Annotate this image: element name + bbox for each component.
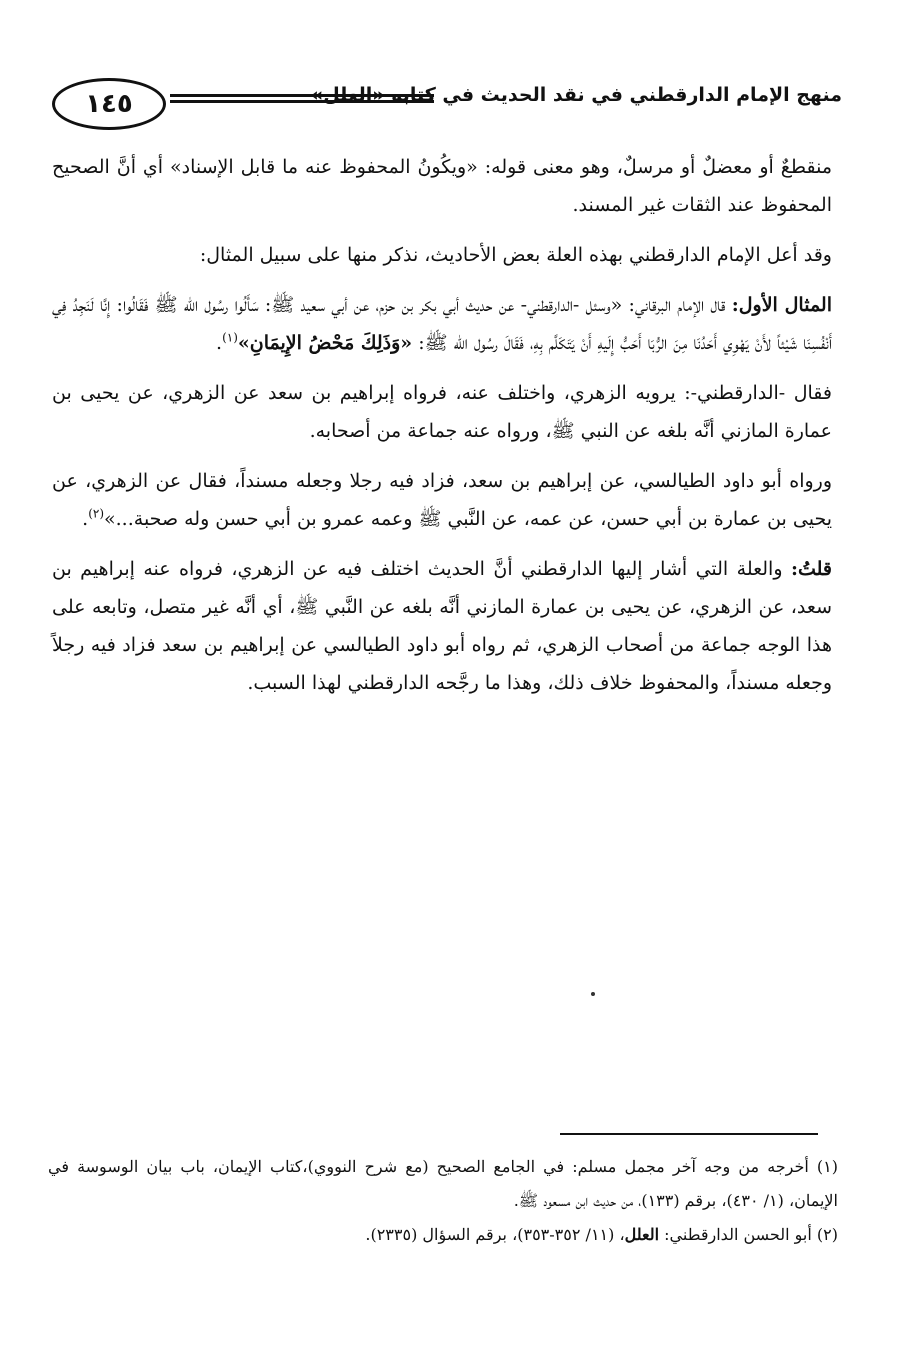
example-label: المثال الأول:: [731, 294, 833, 316]
paragraph-narration: [52, 462, 832, 538]
paragraph-text: والعلة التي أشار إليها الدارقطني أنَّ الحديث اختلف فيه عن الزهري، فرواه عنه إبراهيم بن سعد، عن الزهري، عن يحيى بن عمارة المازني أنَّه بلغه عن النَّبي ﷺ، أي أنَّه غير متصل، وتابعه على هذا الوجه جماعة من أصحاب الزهري، ثم رواه أبو داود الطيالسي عن إبراهيم بن سعد فزاد فيه رجلاً وجعله مسنداً، والمحفوظ خلاف ذلك، وهذا ما رجَّحه الدارقطني لهذا السبب.: [52, 558, 832, 694]
footnote-ref: (١): [222, 330, 238, 345]
paragraph: وقد أعل الإمام الدارقطني بهذه العلة بعض الأحاديث، نذكر منها على سبيل المثال:: [199, 244, 832, 266]
page-number: ١٤٥: [52, 78, 166, 130]
body-text: [52, 148, 832, 714]
page-header: [52, 70, 842, 130]
stray-dot: [591, 992, 595, 996]
footnote-text: (٢) أبو الحسن الدارقطني:: [659, 1225, 838, 1244]
footnote-ref: (٢): [88, 506, 105, 521]
paragraph-end: .: [82, 508, 89, 530]
book-title: العلل: [624, 1225, 660, 1244]
footnote-1: (١) أخرجه من وجه آخر مجمل مسلم: في الجامع الصحيح (مع شرح النووي)،كتاب الإيمان، باب بيان الوسوسة في الإيمان، (١/ ٤٣٠)، برقم (١٣٣)، من حديث ابن مسعود ﷺ.: [48, 1157, 838, 1210]
paragraph: فقال -الدارقطني-: يرويه الزهري، واختلف عنه، فرواه إبراهيم بن سعد عن الزهري، عن يحيى بن عمارة المازني أنَّه بلغه عن النبي ﷺ، ورواه عنه جماعة من أصحابه.: [52, 382, 832, 442]
footnote-2: [48, 1218, 838, 1252]
paragraph-example-one: [52, 286, 832, 362]
running-title: منهج الإمام الدارقطني في نقد الحديث في كتابه «العلل»: [310, 84, 842, 106]
paragraph: منقطعٌ أو معضلٌ أو مرسلٌ، وهو معنى قوله: «ويكُونُ المحفوظ عنه ما قابل الإسناد» أي أنَّ الصحيح المحفوظ عند الثقات غير المسند.: [52, 156, 832, 216]
paragraph-text: ورواه أبو داود الطيالسي، عن إبراهيم بن سعد، فزاد فيه رجلا وجعله مسنداً، فقال عن الزهري، عن يحيى بن عمارة بن أبي حسن، عن عمه، عن النَّبي ﷺ وعمه عمرو بن أبي حسن وله صحبة...»: [52, 470, 832, 530]
footnote-text: ، (١١/ ٣٥٢-٣٥٣)، برقم السؤال (٢٣٣٥).: [365, 1225, 625, 1244]
hadith-quote: «وَذَلِكَ مَحْضُ الإِيمَانِ»: [237, 332, 413, 354]
paragraph-end: .: [216, 332, 223, 354]
paragraph-text: قال الإمام البرقاني: «وسئل -الدارقطني- عن حديث أبي بكر بن حزم، عن أبي سعيد ﷺ: سَأَلُوا رسُول الله ﷺ فَقَالُوا: إِنَّا لَنَجِدُ فِي أَنْفُسِنَا شَيْئاً لأَنْ يَهْوِي أَحَدُنَا مِنَ الرُّبَا أَحَبُّ إِلَيهِ أَنْ يَتَكَلَّم بِهِ، فَقَالَ رسُول الله ﷺ:: [52, 294, 832, 354]
paragraph-comment: [52, 550, 832, 702]
footnote-rule: [560, 1133, 818, 1135]
footnotes: [48, 1150, 838, 1252]
comment-label: قلتُ:: [790, 558, 832, 580]
